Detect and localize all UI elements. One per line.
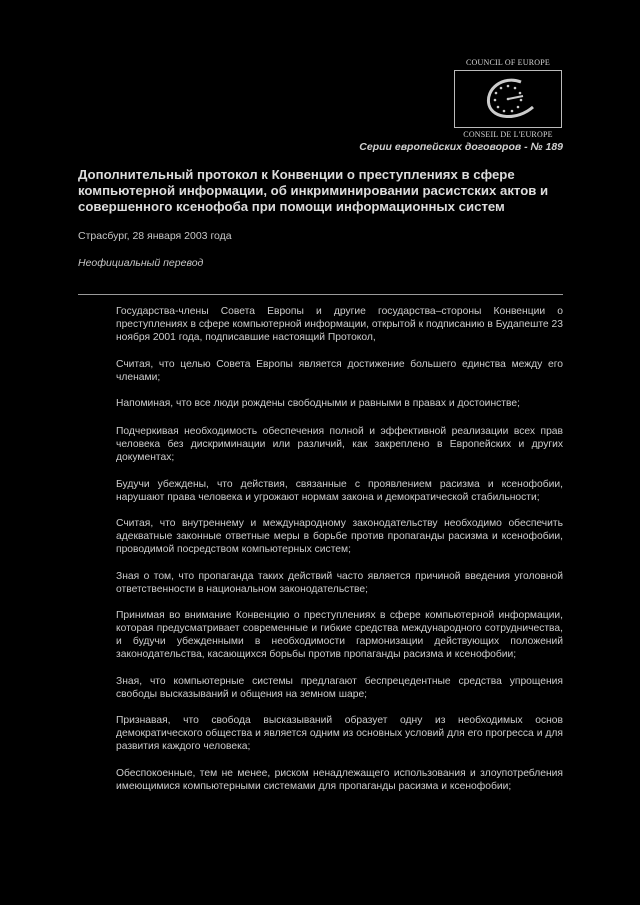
unofficial-translation-note: Неофициальный перевод [78,257,204,269]
logo-bottom-text: CONSEIL DE L'EUROPE [463,130,553,139]
paragraph: Считая, что внутреннему и международному законодательству необходимо обеспечить адекватные законные ответные меры в борьбе против пропаганды расизма и ксенофобии, проводимой посредством компьютерных систем; [116,518,563,555]
paragraph: Государства-члены Совета Европы и другие государства–стороны Конвенции о преступлениях в сфере компьютерной информации, открытой к подписанию в Будапеште 23 ноября 2001 года, подписавшие настоящий Протокол, [116,306,563,343]
paragraph: Обеспокоенные, тем не менее, риском ненадлежащего использования и злоупотребления имеющимися компьютерными системами для пропаганды расизма и ксенофобии; [116,767,563,792]
paragraph: Считая, что целью Совета Европы является достижение большего единства между его членами; [116,358,563,383]
paragraph: Принимая во внимание Конвенцию о преступлениях в сфере компьютерной информации, которая предусматривает современные и гибкие средства международного сотрудничества, и будучи убежденными в необходимости гармонизации действующих положений законодательства, касающихся борьбы против пропаганды расизма и ксенофобии; [116,610,563,660]
paragraph: Подчеркивая необходимость обеспечения полной и эффективной реализации всех прав человека без дискриминации или различий, как закреплено в Европейских и других документах; [116,426,563,463]
paragraph: Будучи убеждены, что действия, связанные с проявлением расизма и ксенофобии, нарушают права человека и угрожают нормам закона и демократической стабильности; [116,478,563,503]
paragraph: Зная о том, что пропаганда таких действий часто является причиной введения уголовной ответственности в национальном законодательстве; [116,570,563,595]
logo-top-text: COUNCIL OF EUROPE [466,58,550,67]
paragraph: Признавая, что свобода высказываний образует одну из необходимых основ демократического общества и является одним из основных условий для его прогресса и для развития каждого человека; [116,715,563,752]
council-of-europe-logo [451,58,565,140]
preamble [116,305,563,806]
logo-emblem-icon [454,70,562,128]
divider [78,294,563,295]
document-date: Страсбург, 28 января 2003 года [78,230,232,242]
treaty-series-label: Серии европейских договоров - № 189 [359,141,563,153]
document-title: Дополнительный протокол к Конвенции о преступлениях в сфере компьютерной информации, об инкриминировании расистских актов и совершенного ксенофоба при помощи информационных систем [78,167,549,214]
paragraph: Зная, что компьютерные системы предлагают беспрецедентные средства упрощения свободы высказываний и общения на земном шаре; [116,675,563,700]
paragraph: Напоминая, что все люди рождены свободными и равными в правах и достоинстве; [116,398,520,409]
